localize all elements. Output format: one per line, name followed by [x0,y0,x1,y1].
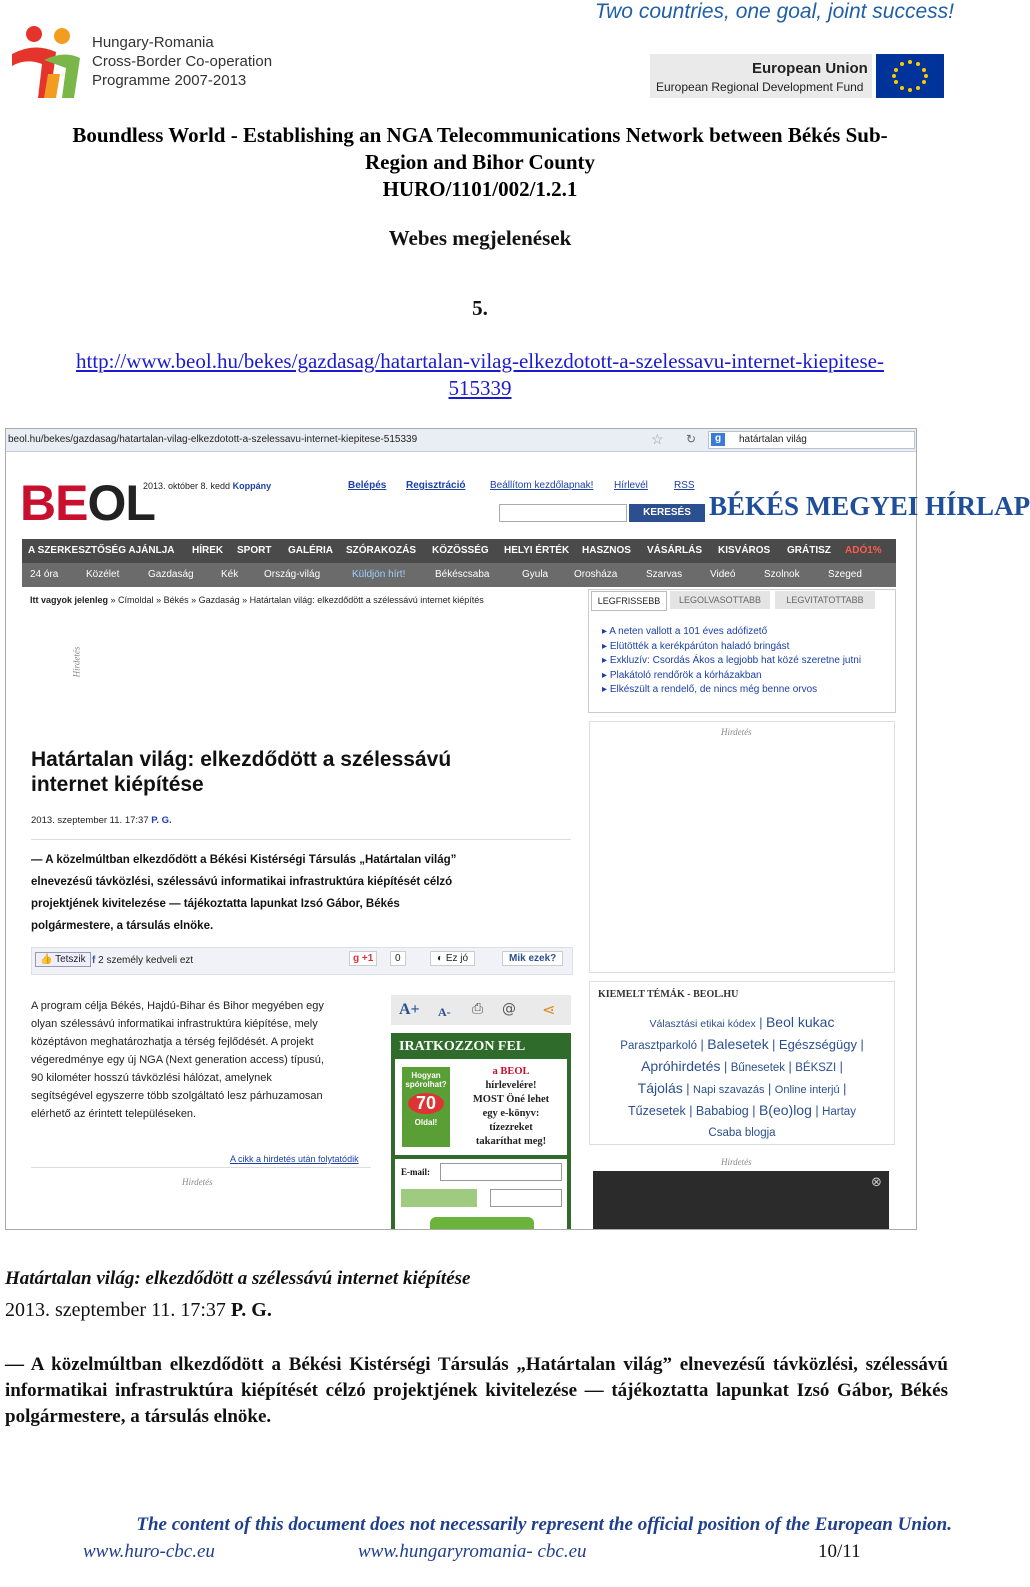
programme-line-1: Hungary-Romania [92,34,214,51]
divider [31,839,571,840]
topic-link[interactable]: Parasztparkoló [620,1040,698,1052]
subnav-szeged[interactable]: Szeged [828,569,862,580]
nav-hasznos[interactable]: HASZNOS [582,545,631,556]
topic-link[interactable]: Egészségügy [778,1037,857,1052]
sub-nav [22,563,896,587]
footer-site-1[interactable]: www.huro-cbc.eu [83,1541,215,1562]
gplus-count: 0 [390,951,406,966]
article-lead-text: — A közelmúltban elkezdődött a Békési Kistérségi Társulás „Határtalan világ” elnevezésű távközlési, szélessávú informatikai infrastruktúra kiépítését célzó projektjének kivitelezése — tájékoztatta lapunkat Izsó Gábor, Békés polgármestere, a társulás elnöke. [5,1354,948,1427]
subnav-video[interactable]: Videó [710,569,736,580]
document-title: Boundless World - Establishing an NGA Telecommunications Network between Békés Sub- Region and Bihor County HURO/1101/002/1.2.1 [72,123,888,201]
subscribe-text: a BEOL hírlevelére! MOST Öné lehet egy e-könyv: tízezreket takaríthat meg! [472,1066,550,1147]
nav-sport[interactable]: SPORT [237,545,272,556]
list-item[interactable]: ▸ Plakátoló rendőrök a kórházakban [602,669,762,681]
date-line: 2013. október 8. kedd [143,481,231,491]
close-icon[interactable]: ⊗ [871,1175,882,1190]
nav-galeria[interactable]: GALÉRIA [288,545,333,556]
document-subtitle: Webes megjelenések [388,226,572,250]
topic-link[interactable]: Napi szavazás [693,1084,765,1096]
programme-line-3: Programme 2007-2013 [92,72,247,89]
browser-search-box[interactable]: g határtalan világ [708,431,915,449]
list-item[interactable]: ▸ A neten vallott a 101 éves adófizető [602,626,768,637]
topic-link[interactable]: Csaba blogja [708,1127,776,1139]
ad-label-2: Hirdetés [721,1157,752,1167]
eu-disclaimer: The content of this document does not necessarily represent the official position of the European Union. [136,1514,952,1535]
programme-line-2: Cross-Border Co-operation [92,53,273,70]
tab-legolvasottabb[interactable]: LEGOLVASOTTABB [670,591,770,609]
homepage-link[interactable]: Beállítom kezdőlapnak! [490,480,594,491]
nav-gratisz[interactable]: GRÁTISZ [787,545,831,556]
subnav-24ora[interactable]: 24 óra [30,569,59,580]
like-count: f 2 személy kedveli ezt [92,955,194,966]
subnav-oroshaza[interactable]: Orosháza [574,569,618,580]
nav-kozosseg[interactable]: KÖZÖSSÉG [432,545,489,556]
main-nav [22,539,896,563]
font-decrease-button[interactable]: A- [438,1005,451,1019]
topic-link[interactable]: Balesetek [707,1036,769,1052]
subnav-gazdasag[interactable]: Gazdaság [148,569,194,580]
subnav-gyula[interactable]: Gyula [522,569,549,580]
article-title: Határtalan világ: elkezdődött a szélessávú internet kiépítése [31,748,452,796]
ad-label-vertical: Hirdetés [71,646,82,678]
topic-link[interactable]: Bababiog [695,1104,749,1118]
site-search-input[interactable] [499,504,627,522]
eu-title: European Union [752,60,868,77]
ad-label: Hirdetés [721,727,752,737]
like-button[interactable]: 👍 Tetszik [35,952,91,967]
ebook-cover: Hogyan spórolhat? 70 Oldal! [402,1067,450,1147]
nav-szorakozas[interactable]: SZÓRAKOZÁS [346,545,416,556]
nav-hirek[interactable]: HÍREK [192,545,224,556]
ad-label-bottom: Hirdetés [182,1177,213,1187]
list-item[interactable]: ▸ Exkluzív: Csordás Ákos a legjobb hat közé szeretne jutni [602,655,862,666]
ad-box [589,721,895,973]
item-number: 5. [472,296,488,320]
tab-legfrissebb[interactable]: LEGFRISSEBB [591,591,667,611]
nav-helyi-ertek[interactable]: HELYI ÉRTÉK [504,545,570,556]
topic-link[interactable]: Online interjú [774,1084,840,1096]
share-icon[interactable]: ⋖ [542,1000,556,1019]
news-list [602,625,861,698]
subscribe-button[interactable] [430,1217,534,1229]
website-screenshot [5,428,1030,1230]
ez-jo-button[interactable]: ◐ Ez jó [430,951,475,966]
nav-vasarlas[interactable]: VÁSÁRLÁS [647,545,703,556]
article-body: A program célja Békés, Hajdú-Bihar és Bihor megyében egy olyan szélessávú informatikai infrastruktúra kiépítése, mely középtávon meghatározhatja a térség fejlődését. A projekt végeredménye egy új NGA (Next generation access) típusú, 90 kilométer hosszú távközlési hálózat, amelynek segítségével egyszerre több szolgáltató lesz párhuzamosan elérhető az érintett településeken. [31,1000,324,1120]
star-icon[interactable]: ☆ [651,431,664,447]
beol-logo[interactable]: BEOL [20,475,155,531]
article-dateline: 2013. szeptember 11. 17:37 P. G. [5,1299,272,1321]
article-meta: 2013. szeptember 11. 17:37 P. G. [31,815,172,826]
subnav-szarvas[interactable]: Szarvas [646,569,683,580]
email-field[interactable] [440,1163,562,1181]
subnav-kuldjon-hirt[interactable]: Küldjön hírt! [352,569,406,580]
bekes-hirlap-logo: BÉKÉS MEGYEI HÍRLAP [709,491,1030,521]
browser-address-bar[interactable]: beol.hu/bekes/gazdasag/hatartalan-vilag-elkezdotott-a-szelessavu-internet-kiepitese-515339 ☆ ↻ g határtalan világ [6,429,916,452]
article-heading: Határtalan világ: elkezdődött a szélessávú internet kiépítése [5,1268,471,1289]
continue-link[interactable]: A cikk a hirdetés után folytatódik [230,1154,359,1164]
captcha-image [401,1189,477,1207]
gplus-button[interactable]: g +1 [349,951,377,966]
search-button[interactable]: KERESÉS [629,504,705,522]
topic-link[interactable]: B(eo)log [758,1102,812,1118]
login-link[interactable]: Belépés [348,480,387,491]
whats-this-link[interactable]: Mik ezek? [502,951,563,966]
nav-ado[interactable]: ADÓ1% [845,545,882,556]
refresh-icon[interactable]: ↻ [686,432,697,446]
topic-link[interactable]: Tájolás [637,1080,683,1096]
subnav-bekescsaba[interactable]: Békéscsaba [435,569,490,580]
list-item[interactable]: ▸ Elütötték a kerékpárúton haladó bringást [602,640,790,652]
subnav-orszag-vilag[interactable]: Ország-világ [264,569,321,580]
google-icon: g [711,433,725,446]
divider [31,1167,371,1168]
eu-flag-icon [876,54,944,98]
topic-link[interactable]: BÉKSZI [795,1062,837,1074]
tagline: Two countries, one goal, joint success! [594,0,954,23]
print-icon[interactable]: ⎙ [472,1001,484,1017]
eu-fund: European Regional Development Fund [656,80,864,94]
subnav-szolnok[interactable]: Szolnok [764,569,800,580]
nav-editors-pick[interactable]: A SZERKESZTŐSÉG AJÁNLJA [28,545,175,556]
topic-link[interactable]: Bűnesetek [730,1062,786,1074]
list-item[interactable]: ▸ Elkészült a rendelő, de nincs még benne orvos [602,684,818,695]
rss-link[interactable]: RSS [674,480,695,491]
highlight-title: KIEMELT TÉMÁK - BEOL.HU [598,989,739,1000]
font-increase-button[interactable]: A+ [399,1001,420,1018]
subnav-kozelet[interactable]: Közélet [86,569,120,580]
email-label: E-mail: [401,1167,430,1177]
subnav-kek[interactable]: Kék [221,569,239,580]
email-icon[interactable]: @ [502,1001,516,1017]
page-number: 10/11 [818,1541,861,1562]
newsletter-link[interactable]: Hírlevél [614,480,648,491]
highlight-cloud: Választási etikai kódex | Beol kukac Parasztparkoló | Balesetek | Egészségügy | Apróhirdetés | Bűnesetek | BÉKSZI | Tájolás | Napi szavazás | Online interjú | Tűzesetek | Bababiog | B(eo)log | Hartay Csaba blogja [620,1014,864,1139]
topic-link[interactable]: Beol kukac [765,1014,835,1030]
article-lead: — A közelmúltban elkezdődött a Békési Kistérségi Társulás „Határtalan világ” elnevezésű távközlési, szélessávú informatikai infrastruktúra kiépítését célzó projektjének kivitelezése — tájékoztatta lapunkat Izsó Gábor, Békés polgármestere, a társulás elnöke. [31,854,457,932]
footer-site-2[interactable]: www.hungaryromania- cbc.eu [358,1541,587,1562]
topic-link[interactable]: Választási etikai kódex [649,1018,756,1030]
breadcrumb: Itt vagyok jelenleg » Címoldal » Békés » Gazdaság » Határtalan világ: elkezdődött a szélessávú internet kiépítés [30,595,484,605]
topic-link[interactable]: Apróhirdetés [641,1058,721,1074]
name-day: Koppány [232,481,272,491]
subscribe-title: IRATKOZZON FEL [399,1039,526,1054]
programme-logo-icon [4,24,86,100]
nav-kisvaros[interactable]: KISVÁROS [718,545,771,556]
captcha-input[interactable] [490,1189,562,1207]
video-ad [593,1171,889,1229]
topic-link[interactable]: Hartay [822,1106,856,1118]
register-link[interactable]: Regisztráció [406,480,466,491]
tab-legvitatottabb[interactable]: LEGVITATOTTABB [775,591,875,609]
topic-link[interactable]: Tűzesetek [628,1104,686,1118]
source-url-link[interactable]: http://www.beol.hu/bekes/gazdasag/hatartalan-vilag-elkezdotott-a-szelessavu-internet-kiepitese- 515339 [76,349,884,400]
